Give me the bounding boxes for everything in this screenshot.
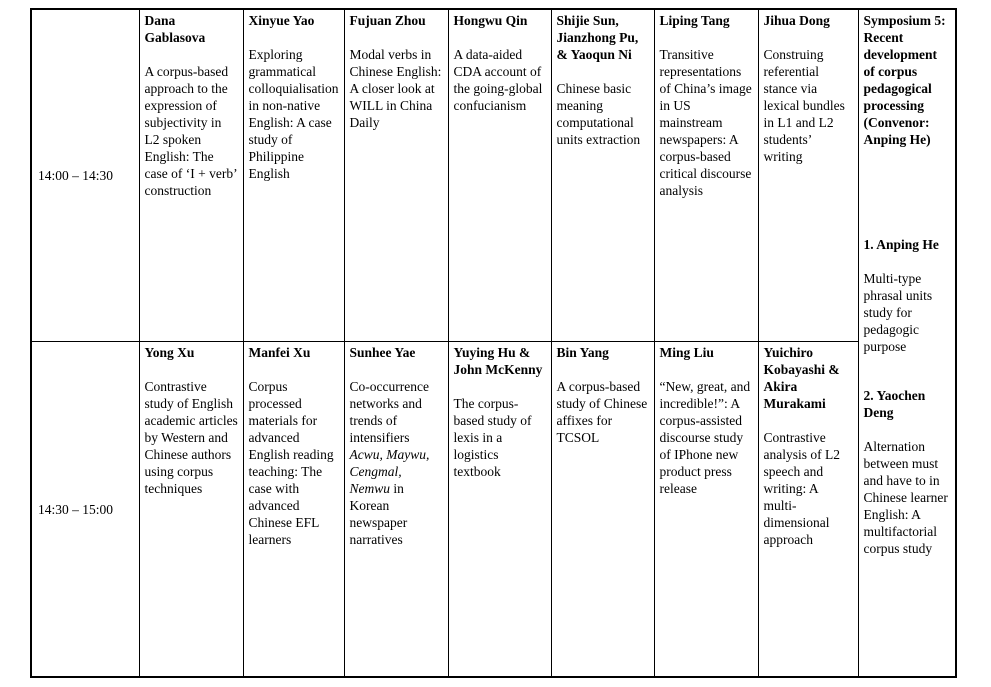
time-slot-1 (31, 9, 139, 342)
talk-title: Contrastive study of English academic articles by Western and Chinese authors using corpus techniques (144, 379, 238, 496)
talk-title: The corpus-based study of lexis in a logistics textbook (453, 396, 532, 479)
session-cell-tang (654, 9, 758, 342)
session-cell-xu-manfei (243, 342, 344, 678)
session-cell-xu-yong (139, 342, 243, 678)
symposium-header: Symposium 5: Recent development of corpus pedagogical processing (Convenor: Anping He) (863, 13, 946, 147)
talk-title (350, 378, 444, 548)
session-cell-zhou (344, 9, 448, 342)
symposium-cell (858, 9, 956, 677)
presenter-name: Sunhee Yae (349, 345, 416, 360)
time-slot-2 (31, 342, 139, 678)
presenter-name: Hongwu Qin (453, 13, 528, 28)
presenter-name: Manfei Xu (248, 345, 311, 360)
presenter-name: Shijie Sun, Jianzhong Pu, & Yaoqun Ni (556, 13, 639, 62)
presenter-name: Fujuan Zhou (349, 13, 426, 28)
session-cell-dong (758, 9, 858, 342)
symposium-talk-1: Multi-type phrasal units study for pedagogic purpose (863, 271, 933, 354)
talk-title-italic-terms: Acwu, Maywu, Cengmal, Nemwu (349, 447, 430, 496)
symposium-talk-2: Alternation between must and have to in Chinese learner English: A multifactorial corpus study (863, 439, 948, 556)
time-slot-label: 14:00 – 14:30 (38, 168, 114, 183)
talk-title-part: in Korean newspaper narratives (349, 481, 408, 547)
schedule-table (30, 8, 957, 678)
presenter-name: Dana Gablasova (144, 13, 206, 45)
session-cell-gablasova (139, 9, 243, 342)
presenter-name: Jihua Dong (763, 13, 830, 28)
talk-title: “New, great, and incredible!”: A corpus-assisted discourse study of IPhone new product press release (659, 379, 751, 496)
time-slot-label: 14:30 – 15:00 (38, 501, 114, 517)
session-cell-yang (551, 342, 654, 678)
presenter-name: Yong Xu (144, 345, 195, 360)
session-cell-qin (448, 9, 551, 342)
talk-title: Chinese basic meaning computational units extraction (556, 81, 641, 147)
talk-title: A data-aided CDA account of the going-global confucianism (453, 47, 543, 113)
presenter-name: Yuying Hu & John McKenny (453, 345, 543, 377)
talk-title: Exploring grammatical colloquialisation in non-native English: A case study of Philippine English (248, 47, 339, 181)
session-cell-kobayashi-murakami (758, 342, 858, 678)
symposium-speaker-1: 1. Anping He (863, 237, 939, 252)
schedule-row-2 (31, 342, 956, 678)
talk-title: Contrastive analysis of L2 speech and writing: A multi-dimensional approach (763, 430, 840, 547)
talk-title: Transitive representations of China’s image in US mainstream newspapers: A corpus-based critical discourse analysis (659, 47, 752, 198)
talk-title: Construing referential stance via lexical bundles in L1 and L2 students’ writing (763, 47, 845, 164)
talk-title: Modal verbs in Chinese English: A closer look at WILL in China Daily (349, 47, 442, 130)
session-cell-yao (243, 9, 344, 342)
talk-title: Corpus processed materials for advanced English reading teaching: The case with advanced Chinese EFL learners (248, 379, 334, 547)
session-cell-liu (654, 342, 758, 678)
talk-title: A corpus-based approach to the expression of subjectivity in L2 spoken English: The case of ‘I + verb’ construction (144, 64, 237, 198)
presenter-name: Yuichiro Kobayashi & Akira Murakami (763, 345, 840, 411)
session-cell-sun-pu-ni (551, 9, 654, 342)
session-cell-yae (344, 342, 448, 678)
talk-title-part: Co-occurrence networks and trends of intensifiers (349, 379, 429, 445)
presenter-name: Xinyue Yao (248, 13, 315, 28)
session-cell-hu-mckenny (448, 342, 551, 678)
presenter-name: Ming Liu (659, 345, 714, 360)
talk-title: A corpus-based study of Chinese affixes for TCSOL (556, 379, 648, 445)
symposium-speaker-2: 2. Yaochen Deng (863, 388, 926, 420)
presenter-name: Liping Tang (659, 13, 730, 28)
presenter-name: Bin Yang (556, 345, 609, 360)
schedule-row-1 (31, 9, 956, 342)
